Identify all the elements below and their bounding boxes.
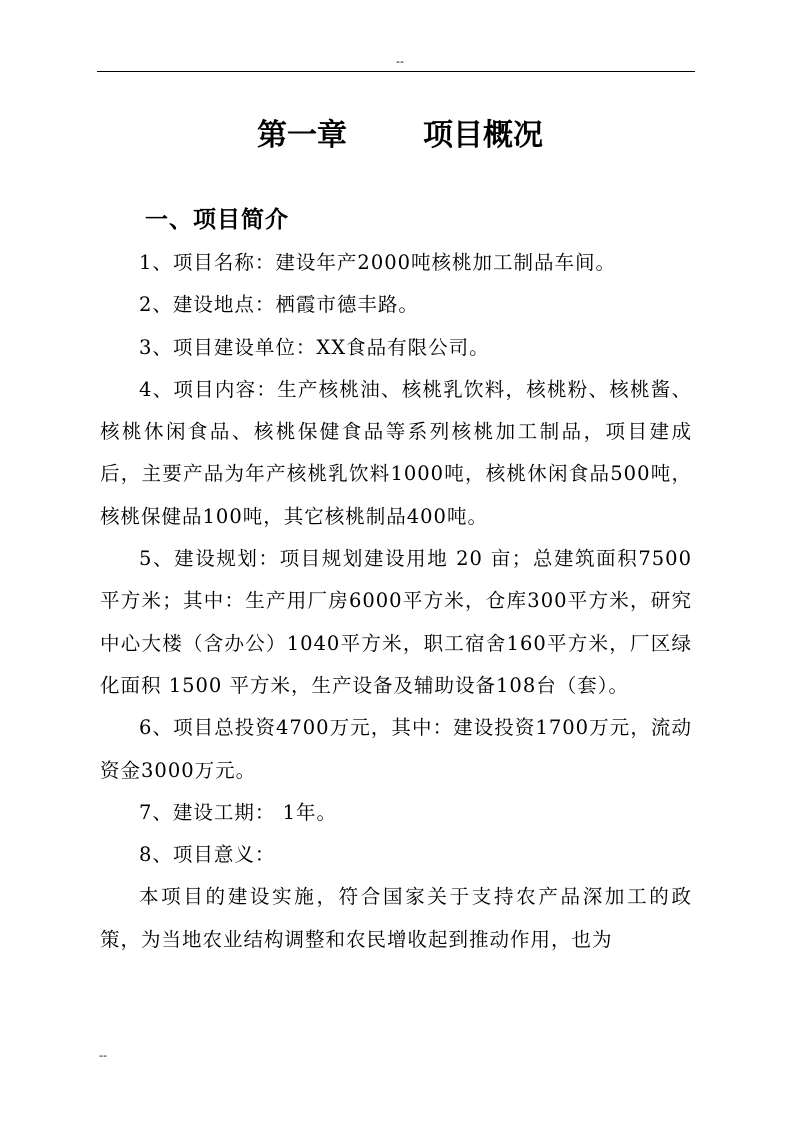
chapter-number: 第一章	[257, 118, 347, 153]
paragraph-significance-text: 本项目的建设实施，符合国家关于支持农产品深加工的政策，为当地农业结构调整和农民增收起到推动作用，也为	[100, 885, 692, 951]
header-rule	[97, 71, 695, 72]
paragraph-builder: 3、项目建设单位：XX食品有限公司。	[139, 335, 490, 359]
document-body	[100, 242, 692, 961]
paragraph-schedule: 7、建设工期： 1年。	[139, 800, 338, 824]
paragraph-contents: 4、项目内容：生产核桃油、核桃乳饮料，核桃粉、核桃酱、核桃休闲食品、核桃保健食品等系列核桃加工制品，项目建成后，主要产品为年产核桃乳饮料1000吨，核桃休闲食品500吨，核桃保健品100吨，其它核桃制品400吨。	[100, 377, 692, 528]
paragraph-location: 2、建设地点：栖霞市德丰路。	[139, 293, 419, 317]
paragraph-project-name: 1、项目名称：建设年产2000吨核桃加工制品车间。	[139, 251, 617, 274]
chapter-title	[0, 113, 800, 159]
chapter-name: 项目概况	[423, 118, 543, 153]
section-heading: 一、项目简介	[145, 207, 289, 233]
paragraph-planning: 5、建设规划：项目规划建设用地 20 亩；总建筑面积7500平方米；其中：生产用厂房6000平方米，仓库300平方米，研究中心大楼（含办公）1040平方米，职工宿舍160平方米，厂区绿化面积 1500 平方米，生产设备及辅助设备108台（套）。	[100, 547, 692, 697]
header-mark: --	[396, 55, 404, 68]
paragraph-investment: 6、项目总投资4700万元，其中：建设投资1700万元，流动资金3000万元。	[100, 716, 692, 782]
paragraph-significance-heading: 8、项目意义：	[139, 843, 276, 867]
footer-mark: --	[99, 1049, 107, 1062]
